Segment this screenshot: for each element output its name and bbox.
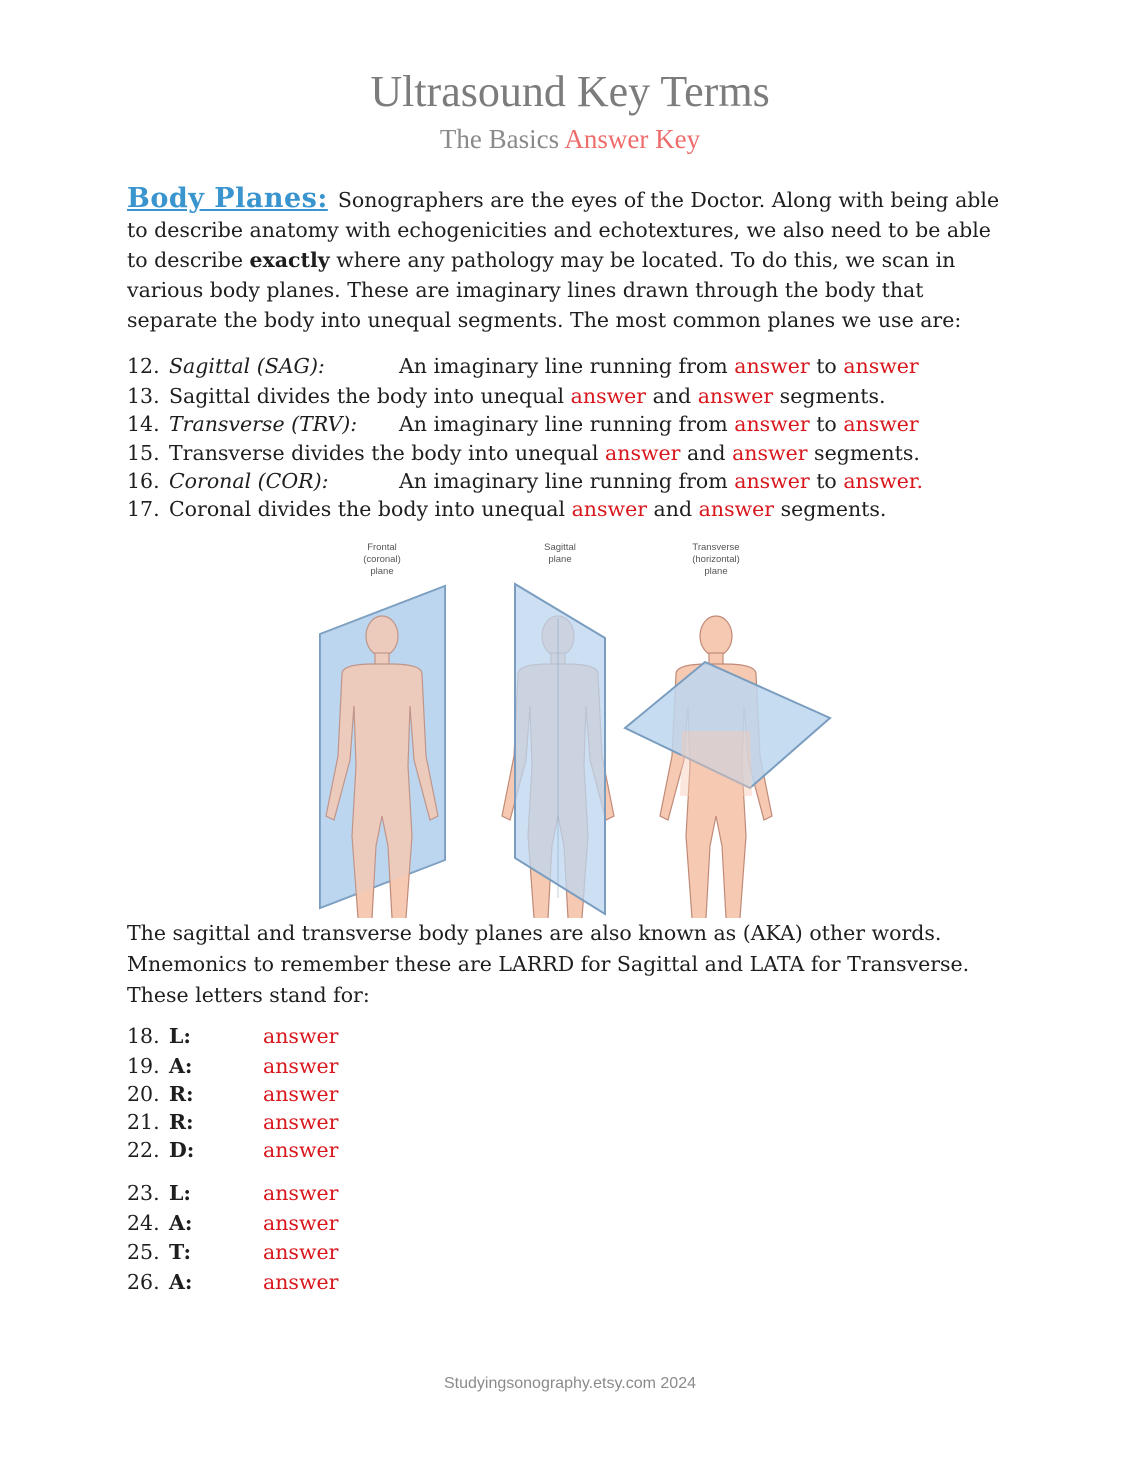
intro-bold-word: exactly <box>249 248 330 272</box>
intro-paragraph <box>127 184 1012 335</box>
body-planes-illustration <box>300 538 860 918</box>
mnemonic-paragraph <box>127 918 1012 1011</box>
item-number: 18. <box>127 1024 160 1048</box>
sagittal-plane-sheet <box>515 584 605 914</box>
lata-item <box>127 1210 338 1236</box>
question-text: An imaginary line running from <box>399 354 728 378</box>
question-end: segments. <box>814 441 920 465</box>
question-number: 16. <box>127 469 160 493</box>
plane-label: Coronal (COR): <box>169 469 329 493</box>
question-15 <box>127 440 920 466</box>
question-text: Sagittal divides the body into unequal <box>169 384 565 408</box>
item-letter: A: <box>169 1054 193 1078</box>
question-text: An imaginary line running from <box>399 412 728 436</box>
answer-blank: answer <box>571 497 648 521</box>
item-number: 25. <box>127 1240 160 1264</box>
answer-blank: answer <box>605 441 681 465</box>
answer-blank: answer <box>843 412 919 436</box>
larrd-item <box>127 1109 338 1135</box>
item-letter: A: <box>169 1270 193 1294</box>
item-letter: L: <box>169 1024 191 1048</box>
question-text: Transverse divides the body into unequal <box>169 441 599 465</box>
item-letter: T: <box>169 1240 192 1264</box>
label-line: plane <box>704 566 728 577</box>
answer-blank: answer <box>734 354 810 378</box>
question-end: segments. <box>779 384 886 408</box>
label-line: (horizontal) <box>692 554 740 565</box>
item-letter: D: <box>169 1138 195 1162</box>
question-13 <box>127 383 886 409</box>
item-number: 26. <box>127 1270 160 1294</box>
body-planes-figure <box>300 538 860 918</box>
question-number: 17. <box>127 497 160 521</box>
question-number: 15. <box>127 441 160 465</box>
answer-blank: answer <box>263 1082 339 1106</box>
lata-item <box>127 1239 338 1265</box>
answer-blank: answer <box>263 1024 339 1048</box>
item-number: 23. <box>127 1181 160 1205</box>
answer-blank: answer <box>263 1138 339 1162</box>
intro-text-2: where any pathology may be located. To do this, we scan in various body planes. These are imaginary lines drawn through the body that separate the body into unequal segments. The most common planes we use are: <box>127 248 962 332</box>
larrd-item <box>127 1081 338 1107</box>
item-letter: L: <box>169 1181 191 1205</box>
answer-blank: answer <box>734 412 810 436</box>
label-line: (coronal) <box>363 554 401 565</box>
question-number: 12. <box>127 354 160 378</box>
question-number: 13. <box>127 384 160 408</box>
question-text: Coronal divides the body into unequal <box>169 497 566 521</box>
answer-blank: answer <box>697 384 774 408</box>
label-line: plane <box>370 566 394 577</box>
answer-blank: answer <box>263 1270 339 1294</box>
answer-blank: answer. <box>843 469 924 493</box>
label-line: Sagittal <box>544 542 576 553</box>
question-12 <box>127 353 919 379</box>
answer-blank: answer <box>843 354 919 378</box>
answer-blank: answer <box>698 497 775 521</box>
answer-blank: answer <box>263 1181 339 1205</box>
lata-item <box>127 1180 338 1206</box>
larrd-item <box>127 1053 338 1079</box>
answer-blank: answer <box>263 1211 339 1235</box>
item-number: 24. <box>127 1211 160 1235</box>
item-number: 21. <box>127 1110 160 1134</box>
item-number: 22. <box>127 1138 160 1162</box>
heading-colon: : <box>317 183 328 214</box>
mnemonic-line-3: These letters stand for: <box>127 983 370 1007</box>
section-heading: Body Planes <box>127 183 318 214</box>
answer-blank: answer <box>263 1110 339 1134</box>
question-number: 14. <box>127 412 160 436</box>
answer-blank: answer <box>263 1054 339 1078</box>
page-title: Ultrasound Key Terms <box>370 67 770 116</box>
subtitle-answer-key: Answer Key <box>564 124 701 154</box>
subtitle-main: The Basics <box>439 124 560 154</box>
answer-blank: answer <box>732 441 808 465</box>
connector: and <box>652 384 692 408</box>
item-letter: R: <box>169 1110 194 1134</box>
connector: and <box>653 497 693 521</box>
mnemonic-line-1: The sagittal and transverse body planes are also known as (AKA) other words. <box>127 921 942 945</box>
footer-credit: Studyingsonography.etsy.com 2024 <box>443 1375 696 1392</box>
label-line: Transverse <box>692 542 740 553</box>
label-line: plane <box>548 554 572 565</box>
connector: to <box>816 354 837 378</box>
plane-label: Transverse (TRV): <box>169 412 358 436</box>
larrd-item <box>127 1137 338 1163</box>
connector: to <box>816 469 837 493</box>
page-subtitle <box>0 124 1140 155</box>
mnemonic-line-2: Mnemonics to remember these are LARRD for Sagittal and LATA for Transverse. <box>127 952 970 976</box>
intro-text-1: Sonographers are the eyes of the Doctor. Along with being able to describe anatomy with echogenicities and echotextures, we also need to be able to describe <box>127 188 1000 272</box>
question-end: segments. <box>780 497 887 521</box>
lata-item <box>127 1269 338 1295</box>
answer-blank: answer <box>570 384 647 408</box>
label-line: Frontal <box>367 542 397 553</box>
item-letter: A: <box>169 1211 193 1235</box>
plane-label: Sagittal (SAG): <box>169 354 325 378</box>
item-number: 20. <box>127 1082 160 1106</box>
answer-blank: answer <box>263 1240 339 1264</box>
question-text: An imaginary line running from <box>399 469 728 493</box>
connector: and <box>686 441 726 465</box>
larrd-item <box>127 1023 338 1049</box>
item-number: 19. <box>127 1054 160 1078</box>
question-14 <box>127 411 919 437</box>
question-17 <box>127 496 886 522</box>
connector: to <box>816 412 837 436</box>
question-16 <box>127 468 923 494</box>
item-letter: R: <box>169 1082 194 1106</box>
answer-blank: answer <box>734 469 810 493</box>
